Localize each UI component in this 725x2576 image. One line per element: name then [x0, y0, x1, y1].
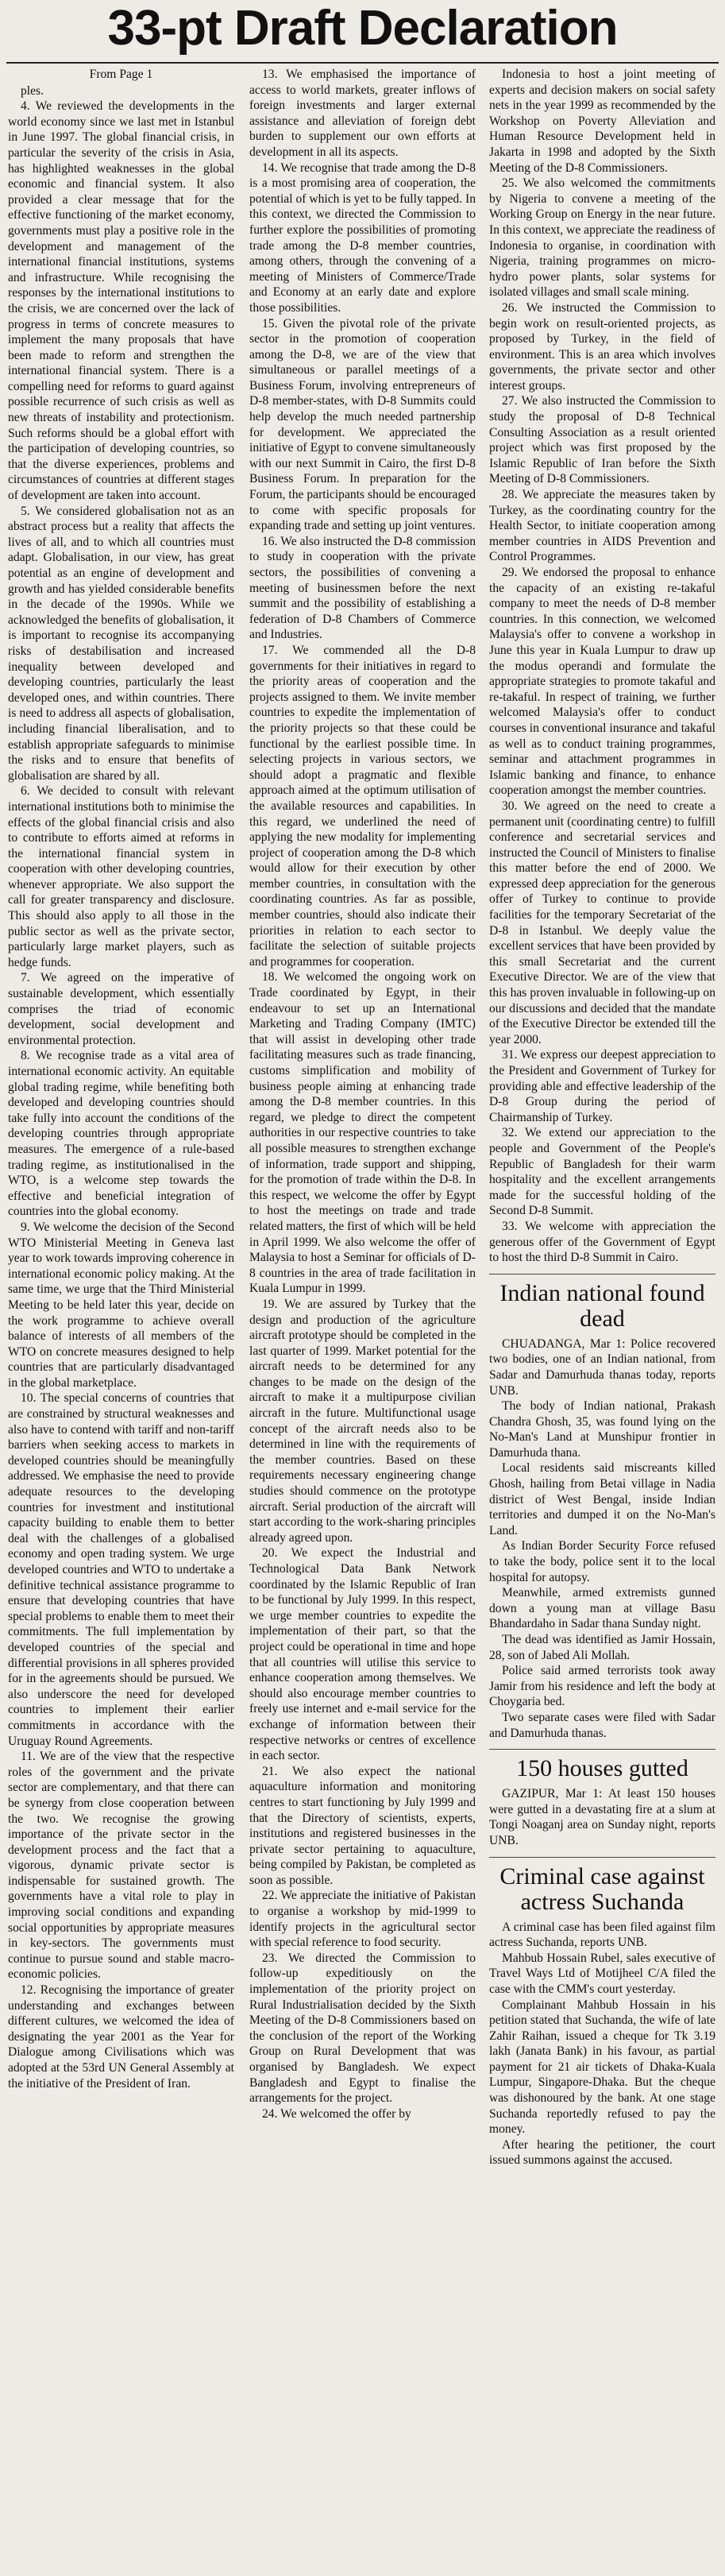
story-criminal-case: [489, 1857, 715, 2169]
paragraph: 14. We recognise that trade among the D-8 is a most promising area of cooperation, the potential of which is yet to be fully tapped. In this context, we directed the Commission to further explore the possibilities of promoting trade among the D-8 member countries, among others, through the convening of a meeting of Ministers of Commerce/Trade and Economy at an early date and explore those possibilities.: [249, 161, 476, 315]
headline-rule: [6, 62, 719, 64]
paragraph: 10. The special concerns of countries that are constrained by structural weaknesses and also have to contend with tariff and non-tariff barriers when seeking access to markets in developed countries should be meaningfully addressed. We emphasise the need to provide adequate resources to the developing countries for investment and institutional capacity building to enable them to better deal with the challenges of a globalised economy and open trading system. We urge developed countries and WTO to undertake a definitive technical assistance programme to ensure that developing countries that have special problems to enable them to meet their commitments. The full implementation by developed countries of the special and differential provisions in all spheres provided for in the agreements should be pursued. We also underscore the need for developed countries to implement their earlier commitments in accordance with the Uruguay Round Agreements.: [8, 1391, 234, 1748]
paragraph: A criminal case has been filed against film actress Suchanda, reports UNB.: [489, 1920, 715, 1950]
paragraph: 26. We instructed the Commission to begin work on result-oriented projects, as proposed by Turkey, in the field of environment. This is an area which involves governments, the private sector and other interest groups.: [489, 300, 715, 393]
paragraph: 20. We expect the Industrial and Technological Data Bank Network coordinated by the Islamic Republic of Iran to be functional by July 1999. In this respect, we urge member countries to expedite the implementation of their part, so that the project could be operational in time and hope that all countries will utilise this service to enhance cooperation among themselves. We should also encourage member countries to freely use internet and e-mail service for the exchange of information between their respective networks or centres of excellence in each sector.: [249, 1546, 476, 1763]
paragraph: 33. We welcome with appreciation the generous offer of the Government of Egypt to host the third D-8 Summit in Cairo.: [489, 1219, 715, 1265]
paragraph: 11. We are of the view that the respective roles of the government and the private sector are complementary, and that there can be synergy from close cooperation between the two. We recognise the growing importance of the private sector in the development process and the fact that a vigorous, dynamic private sector is indispensable for sustained growth. The governments have a vital role to play in improving social conditions and expanding social opportunities by appropriate measures in key-sectors. The governments must continue to pursue sound and stable macro-economic policies.: [8, 1750, 234, 1982]
paragraph: 30. We agreed on the need to create a permanent unit (coordinating centre) to fulfill conference and secretarial services and instructed the Council of Ministers to finalise this matter before the end of 2000. We expressed deep appreciation for the generous offer of Turkey to continue to provide facilities for the temporary Secretariat of the D-8 in Istanbul. We deeply value the excellent services that have been provided by this small Secretariat and the current Executive Director. We are of the view that this has proven invaluable in following-up on our discussions and decided that the mandate of the Executive Director be extended till the year 2000.: [489, 799, 715, 1046]
paragraph: After hearing the petitioner, the court issued summons against the accused.: [489, 2137, 715, 2168]
paragraph: ples.: [21, 83, 44, 98]
paragraph: 12. Recognising the importance of greater understanding and exchanges between different cultures, we welcomed the idea of designating the year 2001 as the Year for Dialogue among Civilisations which was adopted at the 53rd UN General Assembly at the initiative of the President of Iran.: [8, 1983, 234, 2091]
story-body: [489, 1786, 715, 1848]
paragraph: 28. We appreciate the measures taken by Turkey, as the coordinating country for the Health Sector, to initiate cooperation among member countries in AIDS Prevention and Control Programmes.: [489, 488, 715, 564]
paragraph: 24. We welcomed the offer by: [262, 2106, 411, 2121]
paragraph: 15. Given the pivotal role of the private sector in the promotion of cooperation among the D-8, we are of the view that simultaneous or parallel meetings of a Business Forum, involving entrepreneurs of D-8 member-states, with D-8 Summits could help develop the much needed partnership for development. We appreciated the initiative of Egypt to convene simultaneously with our next Summit in Cairo, the first D-8 Business Forum. In preparation for the Forum, the participants should be encouraged to come with specific proposals for expanding trade and setting up joint ventures.: [249, 316, 476, 533]
paragraph: 25. We also welcomed the commitments by Nigeria to convene a meeting of the Working Group on Energy in the near future. In this context, we appreciate the readiness of Indonesia to organise, in coordination with Nigeria, training programmes on micro-hydro power plants, solar systems for isolated villages and small scale mining.: [489, 176, 715, 300]
headline: 33-pt Draft Declaration: [107, 1, 618, 56]
paragraph: 7. We agreed on the imperative of sustainable development, which essentially comprises the triad of economic development, social development and environmental protection.: [8, 971, 234, 1047]
paragraph: 13. We emphasised the importance of access to world markets, greater inflows of foreign investments and larger external assistance and alleviation of foreign debt burden to supplement our own efforts at development in all its aspects.: [249, 68, 476, 159]
paragraph: 8. We recognise trade as a vital area of international economic activity. An equitable global trading regime, while benefiting both developed and developing countries should take fully into account the conditions of the developing countries through appropriate measures. The emergence of a rule-based trading regime, as institutionalised in the WTO, is a welcome step towards the effective and beneficial integration of countries into the global economy.: [8, 1049, 234, 1219]
paragraph: 6. We decided to consult with relevant international institutions both to minimise the effects of the global financial crisis and also to contribute to efforts aimed at reforms in the international financial system in cooperation with other developing countries, whenever appropriate. We also support the call for greater transparency and disclosure. This should also apply to all those in the public sector as well as the private sector, particularly large market players, such as hedge funds.: [8, 784, 234, 969]
paragraph: 19. We are assured by Turkey that the design and production of the agriculture aircraft prototype should be completed in the last quarter of 1999. Market potential for the aircraft needs to be determined for any changes to be made on the design of the aircraft to make it a multipurpose civilian aircraft in the future. Multifunctional usage concept of the aircraft needs also to be determined in line with the requirements of the member countries. Based on these requirements necessary engineering change studies should commence on the prototype aircraft. Serial production of the aircraft will start according to the work-sharing principles already agreed upon.: [249, 1297, 476, 1545]
paragraph: As Indian Border Security Force refused to take the body, police sent it to the local hospital for autopsy.: [489, 1539, 715, 1584]
paragraph: The dead was identified as Jamir Hossain, 28, son of Jabed Ali Mollah.: [489, 1633, 715, 1662]
story-title: Indian national found dead: [489, 1274, 715, 1332]
paragraph: 5. We considered globalisation not as an abstract process but a reality that affects the lives of all, and to which all countries must adapt. Globalisation, in our view, has great potential as an engine of development and growth and has yielded considerable benefits in the decade of the 1990s. While we acknowledged the benefits of globalisation, it is important to recognise its accompanying risks of destabilisation and increased inequality between developed and developing countries, particularly the least developed ones, and within countries. There is need to address all aspects of globalisation, including financial liberalisation, and to establish appropriate safeguards to minimise the risks and to ensure that benefits of globalisation are shared by all.: [8, 504, 234, 783]
paragraph: 4. We reviewed the developments in the world economy since we last met in Istanbul in June 1997. The global financial crisis, in particular the severity of the crisis in Asia, has highlighted weaknesses in the global economic and financial system. It also provided a clear message that for the effective functioning of the market economy, governments must play a positive role in the development and management of the international financial institutions, systems and infrastructure. While recognising the responses by the international institutions to the crisis, we are concerned over the lack of progress in terms of concrete measures to implement the many proposals that have been made to reform and strengthen the international financial system. There is a compelling need for reforms to guard against possible recurrence of such crisis as well as new threats of instability and protectionism. Such reforms should be a global effort with the participation of developing countries, so that the diverse experiences, problems and circumstances of countries at different stages of development are taken into account.: [8, 99, 234, 503]
paragraph: Police said armed terrorists took away Jamir from his residence and left the body at Choygaria bed.: [489, 1664, 715, 1709]
story-body: [489, 1336, 715, 1741]
paragraph: 16. We also instructed the D-8 commission to study in cooperation with the private sectors, the possibilities of convening a meeting of businessmen before the next summit and the possibility of establishing a federation of D-8 Chambers of Commerce and Industries.: [249, 534, 476, 642]
paragraph: 29. We endorsed the proposal to enhance the capacity of an existing re-takaful company to meet the needs of D-8 member countries. In this connection, we welcomed Malaysia's offer to convene a workshop in June this year in Kuala Lumpur to draw up the modus operandi and formulate the appropriate strategies to promote takaful and re-takaful. In respect of training, we further welcomed Malaysia's offer to conduct courses in conventional insurance and takaful as well as to conduct training programmes, seminar and attachment programmes in Islamic banking and finance, to enhance cooperation amongst the member countries.: [489, 566, 715, 798]
paragraph: 17. We commended all the D-8 governments for their initiatives in regard to the priority areas of cooperation and the projects assigned to them. We invite member countries to expedite the implementation of the priority projects so that these could be functional by the earliest possible time. In selecting projects in various sectors, we should adopt a pragmatic and flexible approach aimed at the optimum utilisation of the available resources and capabilities. In this regard, we underlined the need of applying the new modality for implementing project of cooperation among the D-8 which would allow for their execution by other member countries, in consultation with the coordinating countries. As far as possible, member countries, should also indicate their priorities in relation to each sector to facilitate the selection of suitable projects and programmes for cooperation.: [249, 643, 476, 969]
from-page-note: From Page 1: [89, 68, 153, 81]
column-2: [249, 67, 476, 2570]
paragraph: Local residents said miscreants killed Ghosh, hailing from Betai village in Nadia district of West Bengal, inside Indian territories and dumped it on the No-Man's Land.: [489, 1461, 715, 1537]
story-indian-national: [489, 1274, 715, 1741]
story-title: 150 houses gutted: [489, 1749, 715, 1781]
paragraph: 31. We express our deepest appreciation to the President and Government of Turkey for providing able and effective leadership of the D-8 Group during the period of Chairmanship of Turkey.: [489, 1048, 715, 1124]
paragraph: 23. We directed the Commission to follow-up expeditiously on the implementation of the priority project on Rural Industrialisation decided by the Sixth Meeting of the D-8 Commissioners based on the conclusion of the report of the Working Group on Rural Development that was organised by Bangladesh. We expect Bangladesh and Egypt to finalise the arrangements for the project.: [249, 1951, 476, 2106]
paragraph: 9. We welcome the decision of the Second WTO Ministerial Meeting in Geneva last year to work towards improving coherence in international economic policy making. At the same time, we urge that the Third Ministerial Meeting to be held later this year, decide on the work programme to achieve overall balance of interests of all members of the WTO on concrete measures designed to help countries that are particularly disadvantaged in the global marketplace.: [8, 1220, 234, 1390]
paragraph: 21. We also expect the national aquaculture information and monitoring centres to start functioning by July 1999 and that the Directory of scientists, experts, institutions and registered businesses in the private sector pertaining to aquaculture, being compiled by Pakistan, be completed as soon as possible.: [249, 1764, 476, 1887]
story-body: [489, 1920, 715, 2169]
paragraph: 27. We also instructed the Commission to study the proposal of D-8 Technical Consulting Association as a result oriented project which was first proposed by the Islamic Republic of Iran before the Sixth Meeting of D-8 Commissioners.: [489, 394, 715, 486]
col1-body: [8, 83, 234, 2092]
col3-declaration-body: [489, 67, 715, 1266]
column-1: [8, 67, 234, 2570]
paragraph: Complainant Mahbub Hossain in his petition stated that Suchanda, the wife of late Zahir Raihan, issued a cheque for Tk 3.19 lakh (Janata Bank) in his favour, as partial payment for 21 air tickets of Dhaka-Kuala Lumpur, Singapore-Dhaka. But the cheque was dishonoured by the bank. At one stage Suchanda reportedly refused to pay the money.: [489, 1998, 715, 2137]
paragraph: 18. We welcomed the ongoing work on Trade coordinated by Egypt, in their endeavour to set up an International Marketing and Trading Company (IMTC) that will assist in developing other trade facilitating measures such as trade financing, customs simplification and mobility of business people aiming at enhancing trade among the D-8 member countries. In this regard, we pledge to direct the competent authorities in our respective countries to take all possible measures to strengthen exchange of information, trade support and shipping, for the promotion of trade within the D-8. In this respect, we welcome the offer by Egypt to host the meetings on trade and trade related matters, the first of which will be held in April 1999. We also welcome the offer of Malaysia to host a Seminar for officials of D-8 countries in the area of trade facilitation in Kuala Lumpur in 1999.: [249, 970, 476, 1296]
paragraph: CHUADANGA, Mar 1: Police recovered two bodies, one of an Indian national, from Sadar and Damurhuda thanas today, reports UNB.: [489, 1336, 715, 1398]
paragraph: Indonesia to host a joint meeting of experts and decision makers on social safety nets in the year 1999 as recommended by the Workshop on Poverty Alleviation and Human Resource Development held in Jakarta in 1998 and adopted by the Sixth Meeting of the D-8 Commissioners.: [489, 68, 715, 175]
paragraph: 32. We extend our appreciation to the people and Government of the People's Republic of Bangladesh for their warm hospitality and the excellent arrangements made for the successful holding of the Second D-8 Summit.: [489, 1126, 715, 1218]
story-houses-gutted: [489, 1749, 715, 1848]
col2-body: [249, 67, 476, 2122]
paragraph: Mahbub Hossain Rubel, sales executive of Travel Ways Ltd of Motijheel C/A filed the case with the CMM's court yesterday.: [489, 1951, 715, 1996]
paragraph: Meanwhile, armed extremists gunned down a young man at village Basu Bhandardaho in Sadar thana Sunday night.: [489, 1586, 715, 1631]
paragraph: Two separate cases were filed with Sadar and Damurhuda thanas.: [489, 1710, 715, 1740]
paragraph: The body of Indian national, Prakash Chandra Ghosh, 35, was found lying on the No-Man's Land at Munshipur frontier in Damurhuda thana.: [489, 1399, 715, 1460]
paragraph: GAZIPUR, Mar 1: At least 150 houses were gutted in a devastating fire at a slum at Tongi Noaganj area on Sunday night, reports UNB.: [489, 1787, 715, 1847]
story-title: Criminal case against actress Suchanda: [489, 1857, 715, 1915]
column-3: [489, 67, 715, 2570]
paragraph: 22. We appreciate the initiative of Pakistan to organise a workshop by mid-1999 to identify projects in the agricultural sector with special reference to food security.: [249, 1889, 476, 1950]
